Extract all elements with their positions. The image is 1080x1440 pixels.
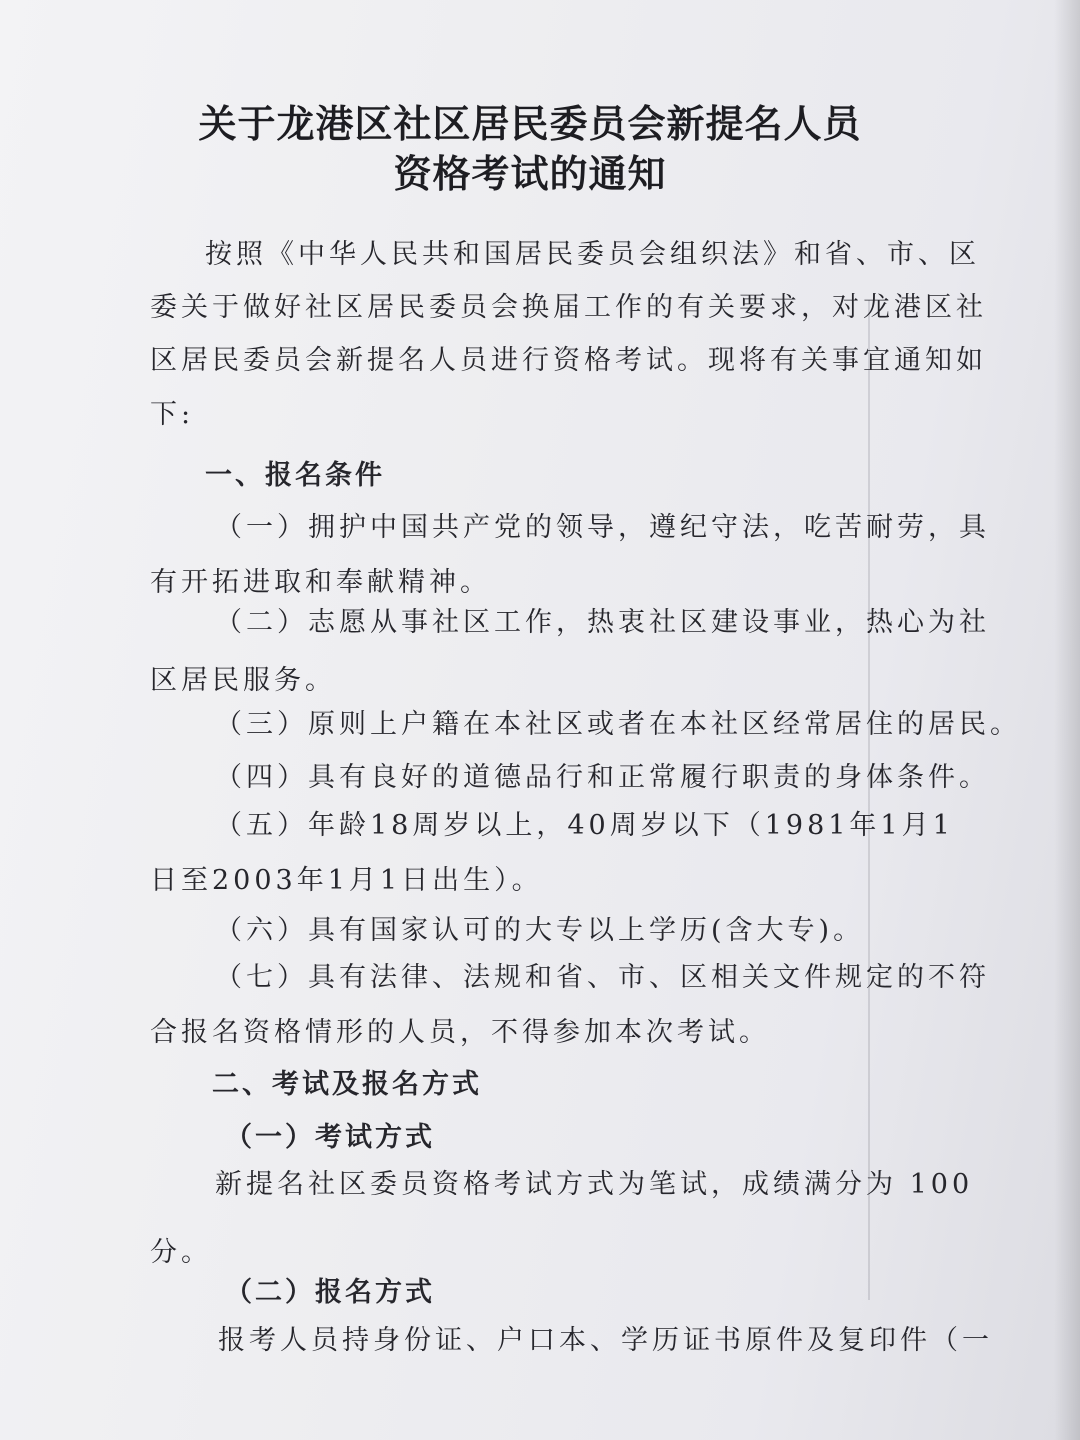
list-item: （三）原则上户籍在本社区或者在本社区经常居住的居民。 [215, 709, 1021, 740]
body-line: 新提名社区委员资格考试方式为笔试，成绩满分为 100 [215, 1169, 974, 1200]
list-item-continuation: 区居民服务。 [150, 665, 336, 696]
subsection-heading: （一）考试方式 [225, 1122, 435, 1153]
list-item: （五）年龄18周岁以上，40周岁以下（1981年1月1 [215, 810, 954, 841]
list-item-continuation: 有开拓进取和奉献精神。 [150, 567, 491, 598]
list-item: （一）拥护中国共产党的领导，遵纪守法，吃苦耐劳，具 [215, 512, 990, 543]
list-item-continuation: 日至2003年1月1日出生）。 [150, 865, 543, 896]
body-line: 报考人员持身份证、户口本、学历证书原件及复印件（一 [218, 1325, 993, 1356]
section-heading: 一、报名条件 [205, 460, 385, 491]
paper-crease [868, 300, 870, 1300]
list-item: （二）志愿从事社区工作，热衷社区建设事业，热心为社 [215, 607, 990, 638]
body-line: 下: [150, 399, 195, 430]
list-item: （七）具有法律、法规和省、市、区相关文件规定的不符 [215, 962, 990, 993]
list-item-continuation: 合报名资格情形的人员，不得参加本次考试。 [150, 1017, 770, 1048]
section-heading: 二、考试及报名方式 [212, 1069, 482, 1100]
body-line: 区居民委员会新提名人员进行资格考试。现将有关事宜通知如 [150, 345, 987, 376]
document-title-line-1: 关于龙港区社区居民委员会新提名人员 [198, 101, 862, 146]
body-line: 委关于做好社区居民委员会换届工作的有关要求，对龙港区社 [150, 292, 987, 323]
subsection-heading: （二）报名方式 [225, 1277, 435, 1308]
body-line: 分。 [150, 1237, 212, 1268]
document-title-line-2: 资格考试的通知 [393, 151, 667, 196]
page-edge-shadow [1054, 0, 1080, 1440]
list-item: （六）具有国家认可的大专以上学历(含大专)。 [215, 915, 865, 946]
body-line: 按照《中华人民共和国居民委员会组织法》和省、市、区 [205, 239, 980, 270]
list-item: （四）具有良好的道德品行和正常履行职责的身体条件。 [215, 762, 990, 793]
